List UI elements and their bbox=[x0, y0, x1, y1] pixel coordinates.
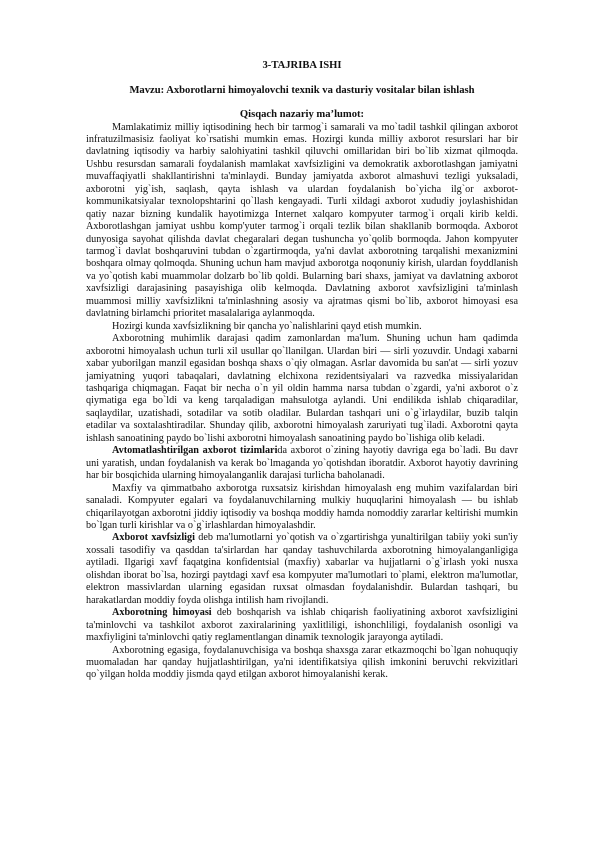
term-information-protection: Axborotning himoyasi bbox=[112, 607, 212, 619]
paragraph-text: da axborot o`zining hayotiy davriga ega bo`ladi. Bu davr uni yaratish, undan foydalanish va kerak bo`lmaganda yo`qotishdan iboratdir. Axborot hayotiy davrining har bir bosqichida ularning himoyalanganlik darajasi turlicha baholanadi. bbox=[86, 445, 519, 482]
term-automated-systems: Avtomatlashtirilgan axborot tizimlari bbox=[112, 445, 278, 457]
document-body bbox=[86, 59, 518, 682]
paragraph-information-protection bbox=[86, 607, 518, 644]
paragraph-protection-task bbox=[86, 483, 518, 533]
paragraph-history bbox=[86, 333, 518, 445]
paragraph-text: Maxfiy va qimmatbaho axborotga ruxsatsiz kirishdan himoyalash eng muhim vazifalardan biri sanaladi. Kompyuter egalari va foydalanuvchilarning mulkiy huquqlarini himoyalash — bu ishlab chiqarilayotgan axborotni jiddiy iqtisodiy va boshqa moddiy hamda nomoddiy zararlar keltirishi mumkin bo`lgan turli kirishlar va o`g`irlashlardan himoyalashdir. bbox=[86, 482, 518, 531]
paragraph-documented-information bbox=[86, 645, 518, 682]
paragraph-information-security bbox=[86, 532, 518, 607]
paragraph-text: Mamlakatimiz milliy iqtisodining hech bir tarmog`i samarali va mo`tadil tashkil qilingan axborot infratuzilmasisiz faoliyat ko`rsatishi mumkin emas. Hozirgi kunda milliy axborot resurslari har bir davlatning iqtisodiy va harbiy salohiyatini tashkil qiluvchi omillaridan biri bo`lib xizmat qilmoqda. Ushbu resursdan samarali foydalanish mamlakat xavfsizligini va demokratik axborotlashgan jamiyatni muvaffaqiyatli shakllantirishni ta'minlaydi. Bunday jamiyatda axborot almashuvi tezligi yuksaladi, axborotni yig`ish, saqlash, qayta ishlash va ulardan foydalanish bo`yicha ilg`or axborot-kommunikatsiyalar texnolopshtarini qo`llash kengayadi. Turli xildagi axborot xududiy joylashishidan qatiy nazar bizning kundalik hayotimizga Internet xalqaro kompyuter tarmog`i orqali kirib keldi. Axborotlashgan jamiyat ushbu komp'yuter tarmog`i orqali tezlik bilan shakllanib bormoqda. Axborot dunyosiga sayohat qilishda davlat chegaralari degan tushuncha yo`qolib bormoqda. Jahon kompyuter tarmog`i davlat boshqaruvini tubdan o`zgartirmoqda, ya'ni davlat axborotning tarqalishi mexanizmini boshqara olmay qolmoqda. Shuning uchun ham mavjud axborotga noqonuniy kirish, ulardan foyddlanish va yo`qotish kabi muammolar dolzarb bo`lib qoldi. Bularning bari shaxs, jamiyat va davlatning axborot xavfsizligi darajasining pasayishiga olib kelmoqda. Davlatning axborot xavfsizligini ta'minlash muammosi milliy xavfsizlikni ta'minlashning asosiy va ajratmas qismi bo`lib, axborot himoyasi esa davlatning birlamchi prioritet masalalariga aylanmoqda. bbox=[86, 121, 518, 320]
term-information-security: Axborot xavfsizligi bbox=[112, 532, 195, 544]
section-heading: Qisqach nazariy ma’lumot: bbox=[239, 109, 365, 120]
paragraph-automated-systems bbox=[86, 445, 518, 482]
paragraph-text: Axborotning egasiga, foydalanuvchisiga va boshqa shaxsga zarar etkazmoqchi bo`lgan nohuquqiy muomaladan har qanday hujjatlashtirilgan, ya'ni identifikatsiya qilish imkonini beruvchi rekvizitlari qo`yilgan holda moddiy jismda qayd etilgan axborot himoyalanishi kerak. bbox=[86, 644, 518, 681]
paragraph-security-directions bbox=[86, 321, 518, 333]
paragraph-text: Hozirgi kunda xavfsizlikning bir qancha yo`nalishlarini qayd etish mumkin. bbox=[112, 320, 422, 332]
paragraph-text: Axborotning muhimlik darajasi qadim zamonlardan ma'lum. Shuning uchun ham qadimda axborotni himoyalash uchun turli xil usullar qo`llanilgan. Ulardan biri — sirli yozuvdir. Undagi xabarni xabar yuborilgan manzil egasidan boshqa shaxs o`qiy olmagan. Asrlar davomida bu san'at — sirli yozuv jamiyatning yuqori tabaqalari, davlatning elchixona rezidentsiyalari va razvedka missiyalaridan tashqariga chiqmagan. Faqat bir necha o`n yil oldin hamma narsa tubdan o`zgardi, ya'ni axborot o`z qiymatiga ega bo`ldi va keng tarqaladigan mahsulotga aylandi. Uni endilikda ishlab chiqaradilar, saqlaydilar, uzatishadi, sotadilar va sotib oladilar. Bulardan tashqari uni o`g`irlaydilar, buzib talqin etadilar va soxtalashtiradilar. Shunday qilib, axborotni himoyalash zaruriyati tug`iladi. Axborotni qayta ishlash sanoatining paydo bo`lishi axborotni himoyalash sanoatining paydo bo`lishiga olib keladi. bbox=[86, 333, 518, 444]
paragraph-intro bbox=[86, 122, 518, 321]
paragraph-text: deb ma'lumotlarni yo`qotish va o`zgartirishga yunaltirilgan tabiiy yoki sun'iy xossali tasodifiy va qasddan ta'sirlardan har qanday tashuvchilarda axborotning himoyalanganligiga aytiladi. Ilgarigi xavf faqatgina konfidentsial (maxfiy) xabarlar va hujjatlarni o`g`irlash yoki nusxa olishdan iborat bo`lsa, hozirgi paytdagi xavf esa kompyuter ma'lumotlari to`plami, elektron ma'lumotlar, elektron massivlardan ularning egasidan ruxsat olmasdan foydalanishdir. Bulardan tashqari, bu harakatlardan moddiy foyda olishga intilish ham rivojlandi. bbox=[86, 532, 518, 606]
paragraph-text: deb boshqarish va ishlab chiqarish faoliyatining axborot xavfsizligini ta'minlovchi va tashkilot axborot zaxiralarining yaxlitliligi, ishonchliligi, foydalanish osonligi va maxfiyligini ta'minlovchi qatiy reglamentlangan dinamik texnologik jarayonga aytiladi. bbox=[86, 607, 518, 644]
document-title: 3-TAJRIBA ISHI bbox=[262, 60, 342, 71]
document-subject: Mavzu: Axborotlarni himoyalovchi texnik va dasturiy vositalar bilan ishlash bbox=[129, 85, 475, 96]
